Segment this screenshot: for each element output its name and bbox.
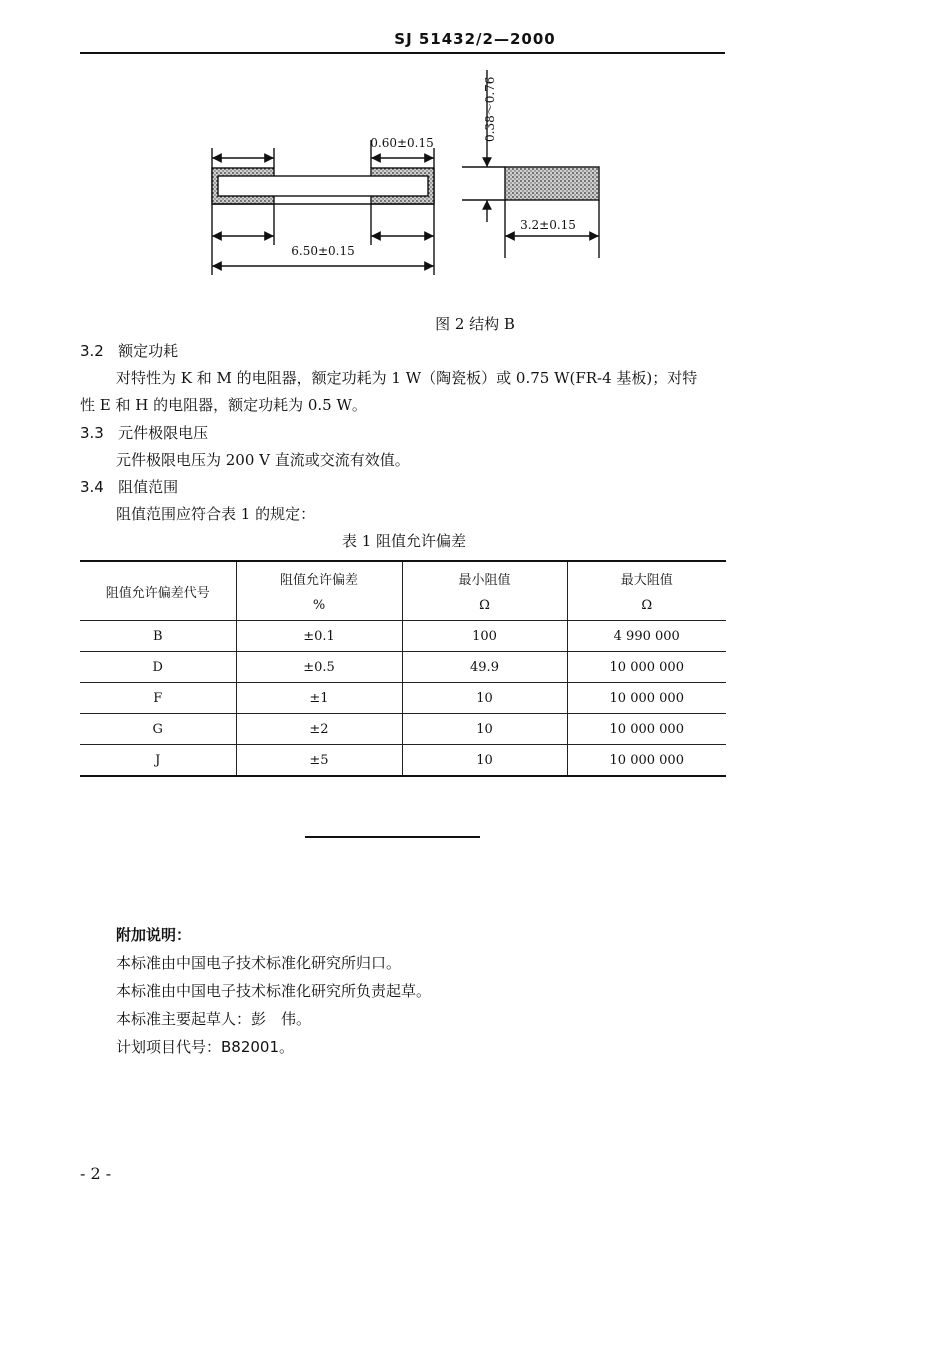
cell-code: G: [80, 714, 236, 745]
structure-b-figure: [0, 0, 950, 300]
cell-min: 10: [402, 683, 567, 714]
table-row: [80, 714, 726, 745]
section-3-2-text-line1: 对特性为 K 和 M 的电阻器，额定功耗为 1 W（陶瓷板）或 0.75 W(FR-4 基板)；对特: [116, 369, 698, 387]
table-header-row: [80, 561, 726, 621]
section-number: 3.3: [80, 424, 104, 442]
notes-title: 附加说明：: [116, 926, 192, 944]
document-header: SJ 51432/2—2000: [394, 30, 556, 48]
header-min-resistance: 最小阻值 Ω: [402, 561, 567, 621]
section-3-2-text-line2: 性 E 和 H 的电阻器，额定功耗为 0.5 W。: [80, 396, 367, 414]
section-heading-3-3: [80, 424, 208, 442]
section-title: 额定功耗: [118, 342, 179, 360]
section-number: 3.2: [80, 342, 104, 360]
table-title: 表 1 阻值允许偏差: [341, 532, 467, 550]
cell-max: 10 000 000: [567, 745, 726, 777]
cell-max: 4 990 000: [567, 621, 726, 652]
cell-min: 100: [402, 621, 567, 652]
notes-line-4: 计划项目代号：B82001。: [116, 1038, 295, 1056]
cell-max: 10 000 000: [567, 683, 726, 714]
section-number: 3.4: [80, 478, 104, 496]
cell-min: 49.9: [402, 652, 567, 683]
section-3-4-text: 阻值范围应符合表 1 的规定：: [116, 505, 316, 523]
overall-length-dim: 6.50±0.15: [291, 244, 355, 258]
terminal-width-dim: 0.60±0.15: [370, 136, 434, 150]
body-width-dim: 3.2±0.15: [520, 218, 576, 232]
cell-tolerance: ±5: [236, 745, 402, 777]
end-rule: [305, 836, 480, 838]
table-row: [80, 745, 726, 777]
section-heading-3-2: [80, 342, 178, 360]
page-number: - 2 -: [80, 1164, 112, 1183]
cell-code: B: [80, 621, 236, 652]
section-heading-3-4: [80, 478, 178, 496]
notes-line-2: 本标准由中国电子技术标准化研究所负责起草。: [116, 982, 432, 1000]
table-row: [80, 683, 726, 714]
thickness-dim: 0.38～0.76: [483, 76, 497, 142]
cell-max: 10 000 000: [567, 652, 726, 683]
header-max-resistance: 最大阻值 Ω: [567, 561, 726, 621]
cell-code: J: [80, 745, 236, 777]
cell-tolerance: ±0.1: [236, 621, 402, 652]
tolerance-table: [80, 560, 726, 777]
notes-line-1: 本标准由中国电子技术标准化研究所归口。: [116, 954, 402, 972]
notes-line-3: 本标准主要起草人：彭 伟。: [116, 1010, 312, 1028]
cell-code: F: [80, 683, 236, 714]
header-tolerance: 阻值允许偏差 %: [236, 561, 402, 621]
section-3-3-text: 元件极限电压为 200 V 直流或交流有效值。: [116, 451, 410, 469]
cell-tolerance: ±0.5: [236, 652, 402, 683]
section-title: 阻值范围: [118, 478, 179, 496]
table-row: [80, 652, 726, 683]
cell-tolerance: ±2: [236, 714, 402, 745]
section-title: 元件极限电压: [118, 424, 209, 442]
cell-code: D: [80, 652, 236, 683]
header-code: 阻值允许偏差代号: [80, 561, 236, 621]
cell-min: 10: [402, 714, 567, 745]
cell-min: 10: [402, 745, 567, 777]
table-row: [80, 621, 726, 652]
figure-caption: 图 2 结构 B: [435, 315, 515, 333]
cell-tolerance: ±1: [236, 683, 402, 714]
cell-max: 10 000 000: [567, 714, 726, 745]
